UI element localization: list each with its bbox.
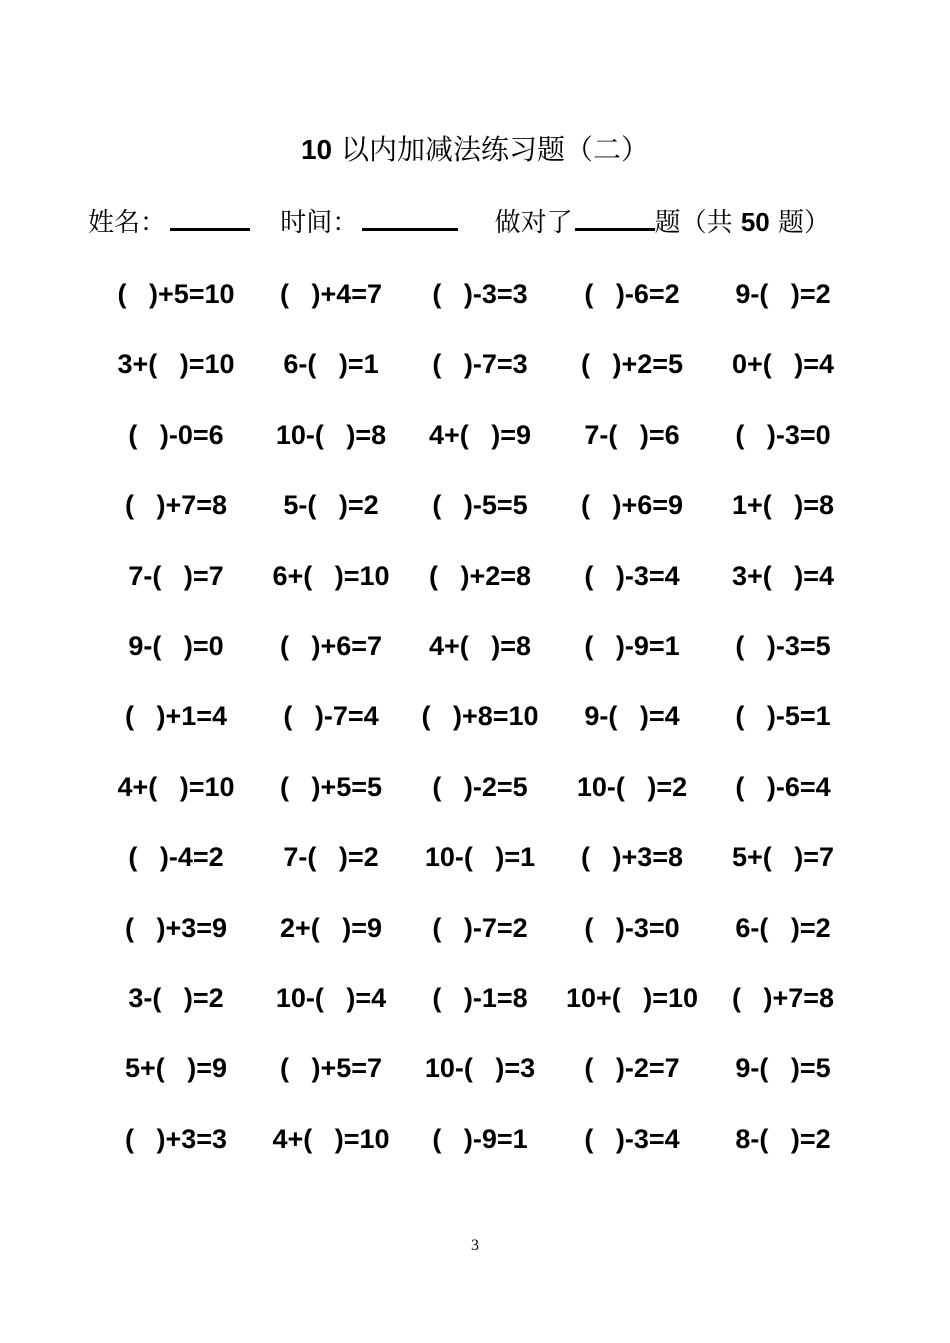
title-number: 10 — [300, 134, 333, 165]
problem-item: ( )-3=0 — [735, 419, 831, 450]
correct-label: 做对了 — [494, 208, 573, 238]
problem-item: 8-( )=2 — [735, 1123, 831, 1154]
problem-item: ( )-3=3 — [432, 279, 528, 309]
problem-item: 10-( )=8 — [275, 419, 387, 450]
problem-item: 6+( )=10 — [272, 560, 390, 591]
problem-item: 3+( )=10 — [117, 349, 235, 380]
name-label: 姓名： — [88, 208, 167, 238]
problem-row — [0, 908, 950, 978]
problem-item: ( )-9=1 — [584, 630, 680, 661]
correct-count-blank — [575, 206, 655, 231]
problem-item: ( )-7=3 — [432, 349, 528, 380]
time-blank — [362, 206, 458, 231]
problem-row — [0, 556, 950, 626]
problem-item: ( )-6=2 — [584, 279, 680, 309]
student-info-line — [88, 202, 888, 243]
problem-item: 6-( )=1 — [283, 349, 379, 380]
problem-item: ( )-2=5 — [432, 771, 528, 802]
problem-row — [0, 485, 950, 555]
problem-item: 3+( )=4 — [731, 560, 835, 591]
problem-item: ( )-5=5 — [432, 490, 528, 521]
problem-item: ( )-4=2 — [128, 842, 224, 873]
problem-item: ( )-3=4 — [584, 1123, 680, 1154]
total-suffix: 题） — [769, 208, 831, 238]
problem-item: ( )+5=5 — [279, 771, 383, 802]
problem-grid — [0, 274, 950, 1189]
problem-row — [0, 767, 950, 837]
problem-item: ( )-3=0 — [584, 912, 680, 943]
page-number: 3 — [471, 1237, 479, 1254]
total-number: 50 — [740, 207, 770, 237]
problem-item: 0+( )=4 — [731, 349, 835, 380]
problem-item: ( )-0=6 — [128, 419, 224, 450]
problem-row — [0, 415, 950, 485]
problem-item: 4+( )=9 — [428, 419, 532, 450]
problem-item: ( )+7=8 — [124, 490, 228, 521]
problem-item: 1+( )=8 — [731, 490, 835, 521]
problem-row — [0, 626, 950, 696]
problem-row — [0, 1119, 950, 1189]
problem-item: ( )+3=3 — [124, 1123, 228, 1154]
problem-item: 7-( )=6 — [584, 419, 680, 450]
problem-item: ( )+2=8 — [428, 560, 532, 591]
problem-item: ( )+2=5 — [580, 349, 684, 380]
problem-item: ( )+6=9 — [580, 490, 684, 521]
time-label: 时间： — [280, 208, 359, 238]
problem-item: 10-( )=3 — [424, 1053, 536, 1084]
name-blank — [170, 206, 250, 231]
problem-item: ( )-3=5 — [735, 630, 831, 661]
problem-item: ( )+3=8 — [580, 842, 684, 873]
problem-item: ( )-7=2 — [432, 912, 528, 943]
problem-item: 10-( )=1 — [424, 842, 536, 873]
problem-item: 9-( )=0 — [128, 630, 224, 661]
problem-item: ( )-6=4 — [735, 771, 831, 802]
page-title — [0, 130, 950, 170]
problem-item: ( )-3=4 — [584, 560, 680, 591]
problem-row — [0, 978, 950, 1048]
problem-item: 7-( )=7 — [128, 560, 224, 591]
problem-row — [0, 696, 950, 766]
problem-item: 6-( )=2 — [735, 912, 831, 943]
problem-item: ( )+6=7 — [279, 630, 383, 661]
problem-item: ( )-5=1 — [735, 701, 831, 732]
problem-item: 9-( )=2 — [735, 279, 831, 309]
problem-item: ( )-7=4 — [283, 701, 379, 732]
problem-item: 4+( )=10 — [272, 1123, 390, 1154]
question-suffix: 题（共 — [654, 208, 741, 238]
problem-item: 10+( )=10 — [565, 982, 699, 1013]
problem-row — [0, 837, 950, 907]
problem-item: ( )+4=7 — [279, 279, 383, 309]
problem-item: 4+( )=8 — [428, 630, 532, 661]
problem-item: ( )+8=10 — [421, 701, 539, 732]
problem-item: ( )-2=7 — [584, 1053, 680, 1084]
problem-item: 5-( )=2 — [283, 490, 379, 521]
problem-item: 5+( )=9 — [124, 1053, 228, 1084]
problem-row — [0, 274, 950, 344]
problem-item: ( )+5=10 — [117, 279, 235, 309]
problem-item: ( )+3=9 — [124, 912, 228, 943]
problem-item: 10-( )=4 — [275, 982, 387, 1013]
problem-item: 9-( )=5 — [735, 1053, 831, 1084]
title-text: 以内加减法练习题（二） — [332, 133, 650, 166]
problem-item: ( )+1=4 — [124, 701, 228, 732]
problem-item: 7-( )=2 — [283, 842, 379, 873]
problem-item: 5+( )=7 — [731, 842, 835, 873]
problem-row — [0, 1048, 950, 1118]
problem-item: 10-( )=2 — [576, 771, 688, 802]
problem-item: ( )-1=8 — [432, 982, 528, 1013]
problem-item: ( )+5=7 — [279, 1053, 383, 1084]
problem-row — [0, 344, 950, 414]
problem-item: ( )+7=8 — [731, 982, 835, 1013]
problem-item: 2+( )=9 — [279, 912, 383, 943]
problem-item: 3-( )=2 — [128, 982, 224, 1013]
problem-item: ( )-9=1 — [432, 1123, 528, 1154]
problem-item: 4+( )=10 — [117, 771, 235, 802]
problem-item: 9-( )=4 — [584, 701, 680, 732]
